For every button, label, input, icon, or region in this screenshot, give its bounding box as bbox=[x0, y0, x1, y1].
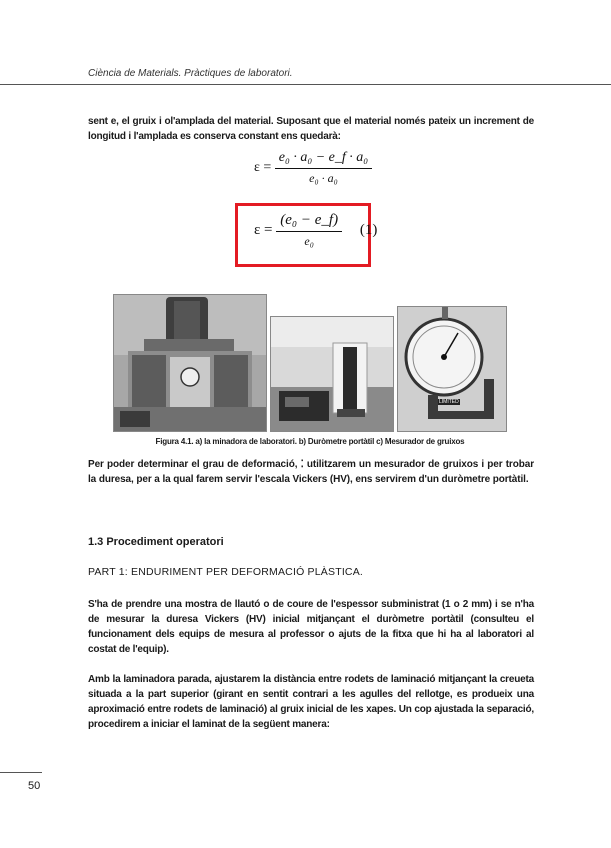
equation2-lhs: ε = bbox=[254, 221, 273, 238]
figure-caption: Figura 4.1. a) la minadora de laboratori. b) Duròmetre portàtil c) Mesurador de gruixos bbox=[155, 437, 465, 446]
paragraph-sample: S'ha de prendre una mostra de llautó o de coure de l'espessor subministrat (1 o 2 mm) i se n'ha de mesurar la duresa Vickers (HV) inicial mitjançant el duròmetre portàtil (consulteu el funcionament dels equips de mesura al professor o ajuts de la fitxa que hi ha al laboratori al costat de l'equip). bbox=[88, 599, 534, 655]
equation-strain-simplified bbox=[254, 212, 377, 249]
footer-rule bbox=[0, 772, 42, 773]
equation-strain-full bbox=[254, 150, 372, 186]
paragraph-measurement: Per poder determinar el grau de deformació, ⁚ utilitzarem un mesurador de gruixos i per trobar la duresa, per a la qual farem servir l'escala Vickers (HV), ens servirem d'un duròmetre portàtil. bbox=[88, 459, 534, 485]
equation2-denominator: e₀ bbox=[304, 234, 314, 248]
equation1-lhs: ε = bbox=[254, 160, 272, 176]
equation-number: (1) bbox=[359, 221, 378, 238]
photo-thickness-gauge bbox=[397, 306, 507, 432]
section-title: 1.3 Procediment operatori bbox=[88, 536, 224, 548]
paragraph-intro: sent e, el gruix i ol'amplada del material. Suposant que el material només pateix un increment de longitud i l'amplada es conserva constant ens quedarà: bbox=[88, 116, 534, 142]
gauge-brand-label: LIMITED bbox=[439, 399, 459, 405]
paragraph-rolling: Amb la laminadora parada, ajustarem la distància entre rodets de laminació mitjançant la creueta situada a la part superior (girant en sentit contrari a les agulles del rellotge, es produeix una aproximació entre rodets de laminació) al gruix inicial de les xapes. Un cop ajustada la separació, procedirem a iniciar el laminat de la següent manera: bbox=[88, 674, 534, 730]
equation1-denominator: e₀ · a₀ bbox=[309, 171, 338, 185]
running-header: Ciència de Materials. Pràctiques de laboratori. bbox=[88, 68, 293, 79]
page-number: 50 bbox=[28, 780, 41, 792]
equation1-numerator: e₀ · a₀ − e_f · a₀ bbox=[275, 150, 372, 169]
photo-rolling-mill bbox=[113, 294, 267, 432]
equation2-numerator: (e₀ − e_f) bbox=[276, 212, 342, 232]
part-title: PART 1: ENDURIMENT PER DEFORMACIÓ PLÀSTICA. bbox=[88, 566, 364, 578]
photo-portable-hardness-tester bbox=[270, 316, 394, 432]
header-rule bbox=[0, 84, 611, 85]
